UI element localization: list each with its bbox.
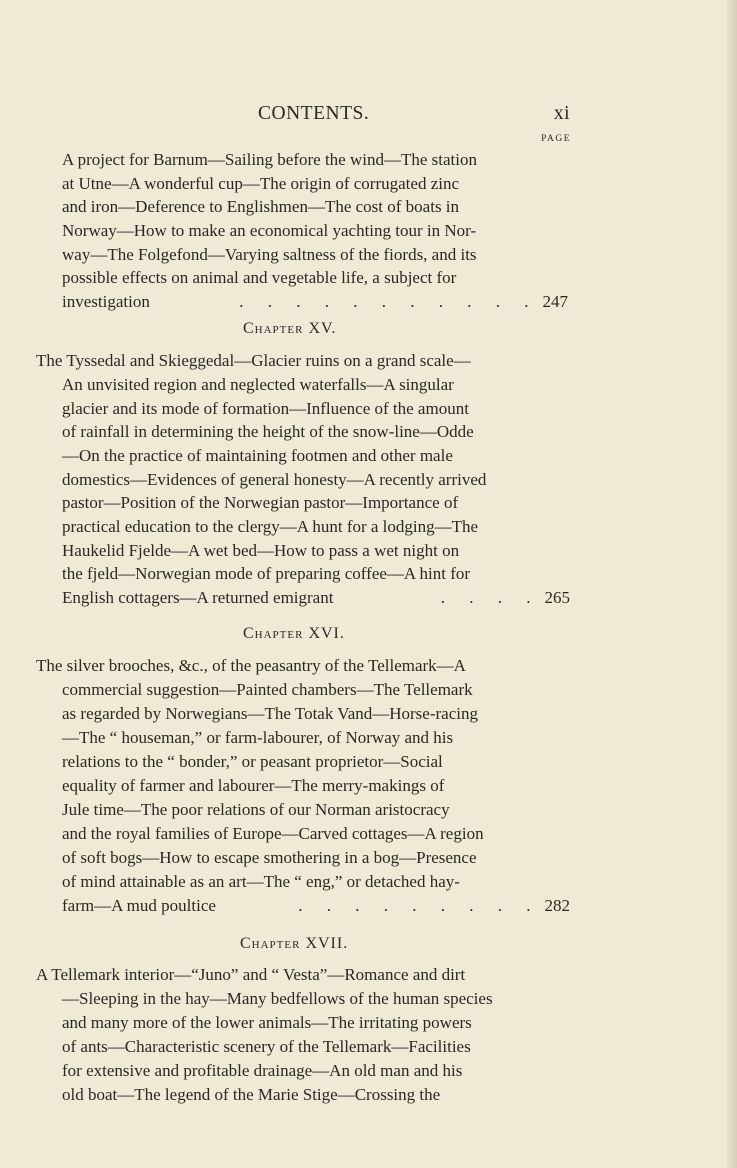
page-number: 282 — [544, 896, 570, 915]
toc-line: for extensive and profitable drainage—An old man and his — [62, 1061, 463, 1080]
toc-line: and many more of the lower animals—The irritating powers — [62, 1013, 472, 1032]
running-head-title: CONTENTS. — [258, 103, 370, 124]
toc-line: Jule time—The poor relations of our Norman aristocracy — [62, 800, 450, 819]
toc-entry-final-line — [62, 290, 568, 314]
toc-line: glacier and its mode of formation—Influence of the amount — [62, 399, 469, 418]
page-column-label: PAGE — [541, 134, 571, 144]
toc-line: pastor—Position of the Norwegian pastor—Importance of — [62, 493, 459, 512]
toc-line-text: investigation — [62, 292, 150, 311]
toc-line: A Tellemark interior—“Juno” and “ Vesta”—Romance and dirt — [36, 965, 466, 984]
toc-line: relations to the “ bonder,” or peasant proprietor—Social — [62, 752, 443, 771]
toc-line: of soft bogs—How to escape smothering in a bog—Presence — [62, 848, 477, 867]
toc-line: of mind attainable as an art—The “ eng,” or detached hay- — [62, 872, 460, 891]
toc-line-text: A project for Barnum—Sailing before the wind—The station — [62, 150, 477, 169]
toc-line: and the royal families of Europe—Carved cottages—A region — [62, 824, 484, 843]
page-edge — [727, 0, 737, 1168]
toc-line: —Sleeping in the hay—Many bedfellows of the human species — [62, 989, 493, 1008]
page-number: 247 — [542, 292, 568, 311]
toc-line: as regarded by Norwegians—The Totak Vand—Horse-racing — [62, 704, 478, 723]
toc-line: commercial suggestion—Painted chambers—The Tellemark — [62, 680, 473, 699]
dot-leaders: . . . . — [440, 588, 541, 607]
toc-line: of rainfall in determining the height of the snow-line—Odde — [62, 422, 474, 441]
toc-line-text: English cottagers—A returned emigrant — [62, 588, 334, 607]
toc-line: equality of farmer and labourer—The merry-makings of — [62, 776, 445, 795]
toc-line: of ants—Characteristic scenery of the Tellemark—Facilities — [62, 1037, 471, 1056]
toc-line: Haukelid Fjelde—A wet bed—How to pass a wet night on — [62, 541, 460, 560]
toc-line: An unvisited region and neglected waterfalls—A singular — [62, 375, 454, 394]
chapter-heading: Chapter XV. — [243, 320, 337, 337]
toc-line: —On the practice of maintaining footmen and other male — [62, 446, 453, 465]
toc-line: way—The Folgefond—Varying saltness of the fiords, and its — [62, 245, 477, 264]
toc-entry-final-line — [62, 894, 570, 918]
chapter-heading: Chapter XVII. — [240, 935, 349, 952]
toc-line-text: farm—A mud poultice — [62, 896, 216, 915]
dot-leaders: . . . . . . . . . — [298, 896, 541, 915]
toc-entry-final-line — [62, 586, 570, 610]
toc-line: at Utne—A wonderful cup—The origin of corrugated zinc — [62, 174, 460, 193]
toc-line: the fjeld—Norwegian mode of preparing coffee—A hint for — [62, 564, 471, 583]
toc-line: —The “ houseman,” or farm-labourer, of Norway and his — [62, 728, 454, 747]
toc-line: practical education to the clergy—A hunt for a lodging—The — [62, 517, 479, 536]
toc-line: domestics—Evidences of general honesty—A recently arrived — [62, 470, 487, 489]
toc-line: The Tyssedal and Skieggedal—Glacier ruins on a grand scale— — [36, 351, 471, 370]
page-folio: xi — [553, 103, 570, 124]
toc-line: old boat—The legend of the Marie Stige—Crossing the — [62, 1085, 441, 1104]
page-number: 265 — [544, 588, 570, 607]
dot-leaders: . . . . . . . . . . . — [239, 292, 539, 311]
chapter-heading: Chapter XVI. — [243, 625, 345, 642]
toc-line: Norway—How to make an economical yachting tour in Nor- — [62, 221, 477, 240]
toc-line: possible effects on animal and vegetable life, a subject for — [62, 268, 457, 287]
toc-line — [62, 148, 566, 172]
toc-line: and iron—Deference to Englishmen—The cost of boats in — [62, 197, 460, 216]
toc-line: The silver brooches, &c., of the peasantry of the Tellemark—A — [36, 656, 466, 675]
